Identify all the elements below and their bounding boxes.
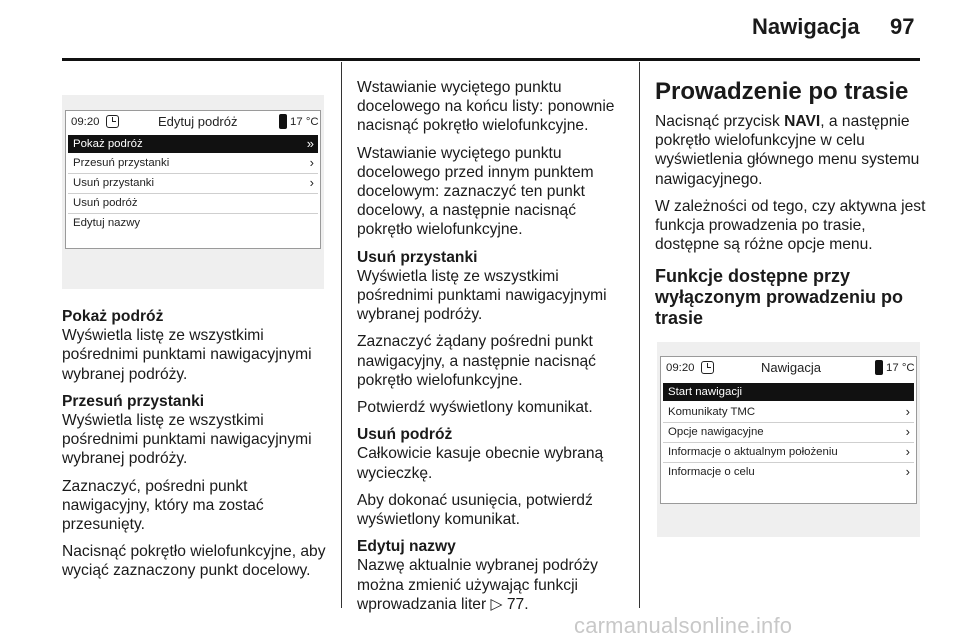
paragraph: Nacisnąć przycisk NAVI, a następnie pokrętło wielofunkcyjne w celu wyświetlenia głównego menu systemu nawigacyjnego. xyxy=(655,113,920,188)
status-bar xyxy=(66,111,320,133)
section-title-delete-stops: Usuń przystanki xyxy=(357,248,478,266)
chevron-right-icon: › xyxy=(905,404,910,419)
paragraph: Wyświetla listę ze wszystkimi pośrednimi punktami nawigacyjnymi wybranej podróży. xyxy=(62,327,312,383)
header-title: Nawigacja xyxy=(752,14,860,39)
temperature: 17 °C xyxy=(290,116,319,128)
section-heading-route-guidance: Prowadzenie po trasie xyxy=(655,78,909,105)
column-1 xyxy=(62,307,337,589)
menu-item-current-location-info[interactable]: Informacje o aktualnym położeniu › xyxy=(668,444,910,459)
page-reference[interactable]: 77. xyxy=(506,595,529,613)
menu-item-delete-stops[interactable]: Usuń przystanki › xyxy=(73,175,314,190)
menu-item-edit-names[interactable]: Edytuj nazwy xyxy=(73,217,141,229)
clock-time: 09:20 xyxy=(71,116,100,128)
screen-title: Edytuj podróż xyxy=(158,114,238,129)
paragraph: Zaznaczyć żądany pośredni punkt nawigacyjny, a następnie nacisnąć pokrętło wielofunkcyjne. xyxy=(357,333,596,389)
chevron-right-icon: › xyxy=(905,444,910,459)
screen-illustration-edit-trip xyxy=(62,95,324,289)
paragraph: Wstawianie wyciętego punktu docelowego przed innym punktem docelowym: zaznaczyć ten punkt docelowy, a następnie nacisnąć pokrętło wielofunkcyjne. xyxy=(357,144,594,239)
header-divider xyxy=(62,58,920,61)
column-divider-1 xyxy=(341,62,342,608)
column-2 xyxy=(357,78,629,622)
menu-item-tmc-messages[interactable]: Komunikaty TMC › xyxy=(668,404,910,419)
paragraph: W zależności od tego, czy aktywna jest funkcja prowadzenia po trasie, dostępne są różne opcje menu. xyxy=(655,197,926,254)
chevron-right-icon: › xyxy=(309,155,314,170)
menu-item-navigation-options[interactable]: Opcje nawigacyjne › xyxy=(668,424,910,439)
paragraph: Całkowicie kasuje obecnie wybraną wycieczkę. xyxy=(357,445,604,482)
navi-key: NAVI xyxy=(784,113,821,130)
menu-item-destination-info[interactable]: Informacje o celu › xyxy=(668,464,910,479)
watermark: carmanualsonline.info xyxy=(574,613,793,638)
chevron-right-icon: › xyxy=(905,424,910,439)
section-title-show-trip: Pokaż podróż xyxy=(62,308,164,325)
paragraph: Nazwę aktualnie wybranej podróży można zmienić używając funkcji wprowadzania liter ▷ 77. xyxy=(357,557,598,613)
screen-title: Nawigacja xyxy=(761,360,821,375)
menu-item-move-stops[interactable]: Przesuń przystanki › xyxy=(73,155,314,170)
display-screen xyxy=(660,356,917,504)
section-title-move-stops: Przesuń przystanki xyxy=(62,392,205,410)
paragraph: Wyświetla listę ze wszystkimi pośrednimi punktami nawigacyjnymi wybranej podróży. xyxy=(62,412,312,468)
paragraph: Aby dokonać usunięcia, potwierdź wyświetlony komunikat. xyxy=(357,491,593,529)
paragraph: Wstawianie wyciętego punktu docelowego na końcu listy: ponownie nacisnąć pokrętło wielofunkcyjne. xyxy=(357,79,615,135)
section-heading-functions: Funkcje dostępne przy wyłączonym prowadzeniu po trasie xyxy=(655,266,904,329)
menu-item-delete-trip[interactable]: Usuń podróż xyxy=(73,197,138,209)
section-title-edit-names: Edytuj nazwy xyxy=(357,538,456,556)
column-divider-2 xyxy=(639,62,640,608)
menu-item-start-navigation[interactable]: Start nawigacji xyxy=(663,383,914,401)
screen-illustration-navigation xyxy=(657,342,920,537)
thermometer-icon xyxy=(279,114,287,129)
display-screen xyxy=(65,110,321,249)
clock-icon xyxy=(701,361,714,374)
chevron-right-icon: › xyxy=(309,175,314,190)
clock-time: 09:20 xyxy=(666,362,695,374)
chevron-right-icon: » xyxy=(306,136,314,151)
section-title-delete-trip: Usuń podróż xyxy=(357,426,453,444)
menu-item-show-trip[interactable]: Pokaż podróż » xyxy=(68,135,318,153)
paragraph: Nacisnąć pokrętło wielofunkcyjne, aby wyciąć zaznaczony punkt docelowy. xyxy=(62,543,326,580)
clock-icon xyxy=(106,115,119,128)
paragraph: Potwierdź wyświetlony komunikat. xyxy=(357,399,593,417)
thermometer-icon xyxy=(875,360,883,375)
paragraph: Zaznaczyć, pośredni punkt nawigacyjny, który ma zostać przesunięty. xyxy=(62,477,264,534)
paragraph: Wyświetla listę ze wszystkimi pośrednimi punktami nawigacyjnymi wybranej podróży. xyxy=(357,267,607,324)
column-3 xyxy=(655,78,927,329)
temperature: 17 °C xyxy=(886,362,915,374)
chevron-right-icon: › xyxy=(905,464,910,479)
page-number: 97 xyxy=(890,14,915,39)
status-bar xyxy=(661,357,916,379)
triangle-ref-icon: ▷ xyxy=(490,595,503,613)
